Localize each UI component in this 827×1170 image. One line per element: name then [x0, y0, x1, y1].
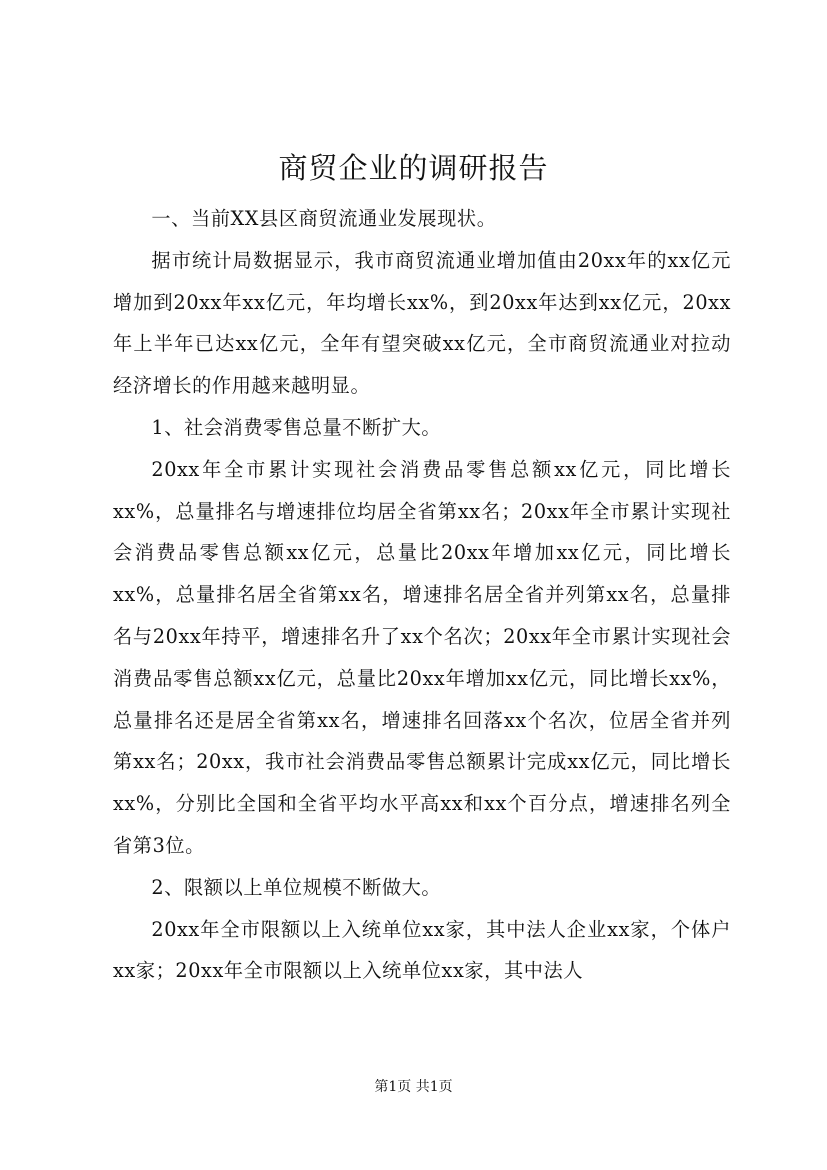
paragraph: 20xx年全市限额以上入统单位xx家，其中法人企业xx家，个体户xx家；20xx年全市限额以上入统单位xx家，其中法人 — [113, 917, 731, 983]
document-title: 商贸企业的调研报告 — [278, 151, 549, 185]
page-number-footer: 第1页 共1页 — [374, 1079, 453, 1095]
subsection-heading: 1、社会消费零售总量不断扩大。 — [151, 415, 442, 439]
paragraph: 据市统计局数据显示，我市商贸流通业增加值由20xx年的xx亿元增加到20xx年xx亿元，年均增长xx%，到20xx年达到xx亿元，20xx年上半年已达xx亿元，全年有望突破xx亿元，全市商贸流通业对拉动经济增长的作用越来越明显。 — [113, 248, 731, 398]
subsection-heading: 2、限额以上单位规模不断做大。 — [151, 875, 442, 899]
section-heading: 一、当前XX县区商贸流通业发展现状。 — [151, 207, 497, 230]
paragraph: 20xx年全市累计实现社会消费品零售总额xx亿元，同比增长xx%，总量排名与增速排位均居全省第xx名；20xx年全市累计实现社会消费品零售总额xx亿元，总量比20xx年增加xx亿元，同比增长xx%，总量排名居全省第xx名，增速排名居全省并列第xx名，总量排名与20xx年持平，增速排名升了xx个名次；20xx年全市累计实现社会消费品零售总额xx亿元，总量比20xx年增加xx亿元，同比增长xx%，总量排名还是居全省第xx名，增速排名回落xx个名次，位居全省并列第xx名；20xx，我市社会消费品零售总额累计完成xx亿元，同比增长xx%，分别比全国和全省平均水平高xx和xx个百分点，增速排名列全省第3位。 — [113, 457, 731, 857]
document-body — [113, 198, 731, 992]
